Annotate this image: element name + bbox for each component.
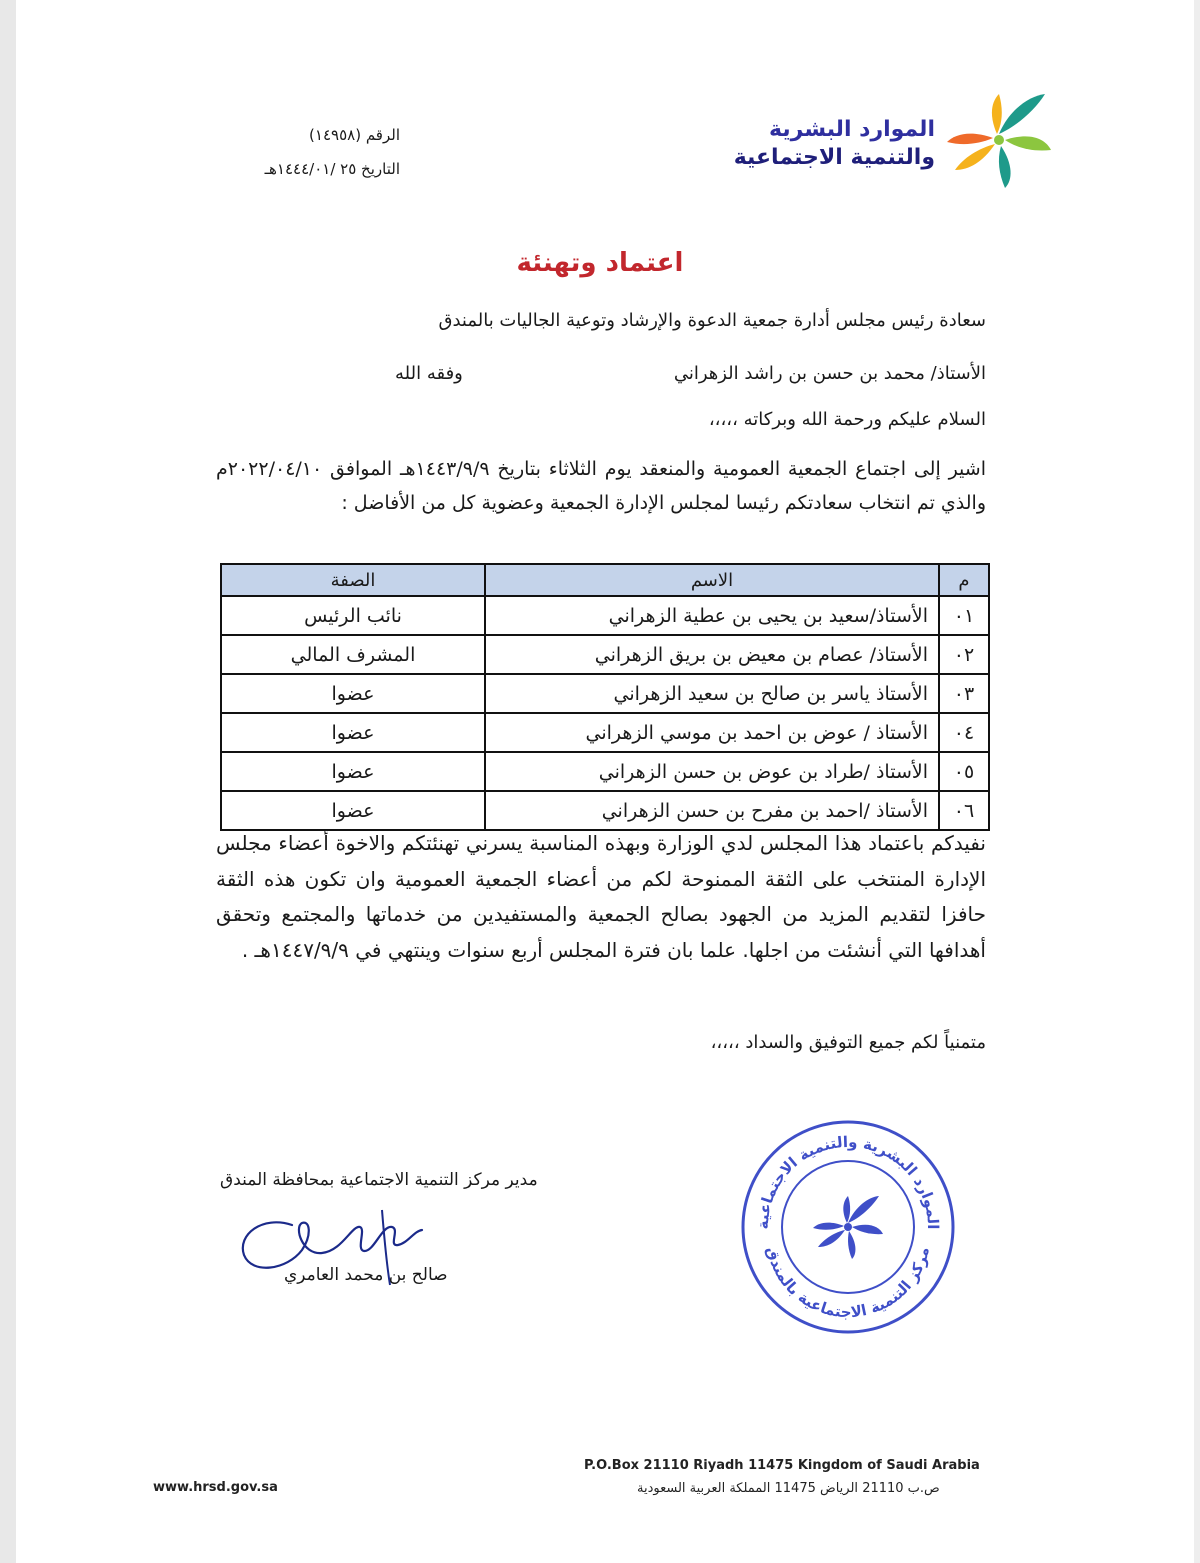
row-name: الأستاذ / عوض بن احمد بن موسي الزهراني xyxy=(485,713,939,752)
header-role: الصفة xyxy=(221,564,485,596)
row-role: عضوا xyxy=(221,752,485,791)
footer-website[interactable]: www.hrsd.gov.sa xyxy=(153,1480,278,1495)
header-index: م xyxy=(939,564,989,596)
row-index: ٠٦ xyxy=(939,791,989,830)
signatory-name: صالح بن محمد العامري xyxy=(284,1265,448,1285)
row-index: ٠٢ xyxy=(939,635,989,674)
row-name: الأستاذ /طراد بن عوض بن حسن الزهراني xyxy=(485,752,939,791)
row-index: ٠٥ xyxy=(939,752,989,791)
ministry-stamp-icon xyxy=(738,1117,958,1337)
reference-block xyxy=(200,118,400,186)
stamp-top-text: الموارد البشرية والتنمية الاجتماعية xyxy=(753,1132,943,1230)
scan-edge-right xyxy=(1194,0,1200,1563)
table-row xyxy=(221,674,989,713)
row-index: ٠١ xyxy=(939,596,989,635)
table-row xyxy=(221,596,989,635)
scan-edge-left xyxy=(0,0,16,1563)
row-name: الأستاذ/سعيد بن يحيى بن عطية الزهراني xyxy=(485,596,939,635)
row-role: عضوا xyxy=(221,713,485,752)
ministry-name xyxy=(734,116,935,172)
recipient-line: سعادة رئيس مجلس أدارة جمعية الدعوة والإرشاد وتوعية الجاليات بالمندق xyxy=(438,310,986,331)
hrsd-star-icon xyxy=(945,92,1053,188)
table-header-row xyxy=(221,564,989,596)
closing-wish: متمنياً لكم جميع التوفيق والسداد ،،،،، xyxy=(710,1032,986,1053)
row-role: المشرف المالي xyxy=(221,635,485,674)
row-role: عضوا xyxy=(221,791,485,830)
footer-address-en: P.O.Box 21110 Riyadh 11475 Kingdom of Saudi Arabia xyxy=(584,1458,980,1473)
table-row xyxy=(221,791,989,830)
header-name: الاسم xyxy=(485,564,939,596)
closing-paragraph: نفيدكم باعتماد هذا المجلس لدي الوزارة وبهذه المناسبة يسرني تهنئتكم والاخوة أعضاء مجلس الإدارة المنتخب على الثقة الممنوحة لكم من أعضاء الجمعية العمومية وان تكون هذه الثقة حافزا لتقديم المزيد من الجهود بصالح الجمعية والمستفيدين من خدماتها والمجتمع وتحقق أهدافها التي أنشئت من اجلها. علما بان فترة المجلس أربع سنوات وينتهي في ١٤٤٧/٩/٩هـ . xyxy=(216,831,986,962)
stamp-bottom-text: مركز التنمية الاجتماعية بالمندق xyxy=(762,1244,933,1322)
row-role: عضوا xyxy=(221,674,485,713)
row-index: ٠٣ xyxy=(939,674,989,713)
footer-address-ar: ص.ب 21110 الرياض 11475 المملكة العربية السعودية xyxy=(637,1481,940,1496)
greeting: السلام عليكم ورحمة الله وبركاته ،،،،، xyxy=(708,409,986,430)
ministry-name-line1: الموارد البشرية xyxy=(769,117,935,142)
letter-title: اعتماد وتهنئة xyxy=(516,248,684,278)
reference-number: الرقم (١٤٩٥٨) xyxy=(309,126,400,144)
members-table xyxy=(220,563,990,831)
row-name: الأستاذ/ عصام بن معيض بن بريق الزهراني xyxy=(485,635,939,674)
intro-paragraph: اشير إلى اجتماع الجمعية العمومية والمنعقد يوم الثلاثاء بتاريخ ١٤٤٣/٩/٩هـ الموافق ٢٠٢٢/٠٤/١٠م والذي تم انتخاب سعادتكم رئيسا لمجلس الإدارة الجمعية وعضوية كل من الأفاضل : xyxy=(216,458,986,514)
row-name: الأستاذ /احمد بن مفرح بن حسن الزهراني xyxy=(485,791,939,830)
blessing: وفقه الله xyxy=(395,363,463,384)
signatory-title: مدير مركز التنمية الاجتماعية بمحافظة المندق xyxy=(220,1170,538,1190)
row-role: نائب الرئيس xyxy=(221,596,485,635)
row-name: الأستاذ ياسر بن صالح بن سعيد الزهراني xyxy=(485,674,939,713)
recipient-name: الأستاذ/ محمد بن حسن بن راشد الزهراني xyxy=(673,363,986,384)
table-row xyxy=(221,752,989,791)
row-index: ٠٤ xyxy=(939,713,989,752)
ministry-name-line2: والتنمية الاجتماعية xyxy=(733,145,935,170)
table-row xyxy=(221,713,989,752)
reference-date: التاريخ ٢٥ /١٤٤٤/٠١هـ xyxy=(264,160,400,178)
table-row xyxy=(221,635,989,674)
